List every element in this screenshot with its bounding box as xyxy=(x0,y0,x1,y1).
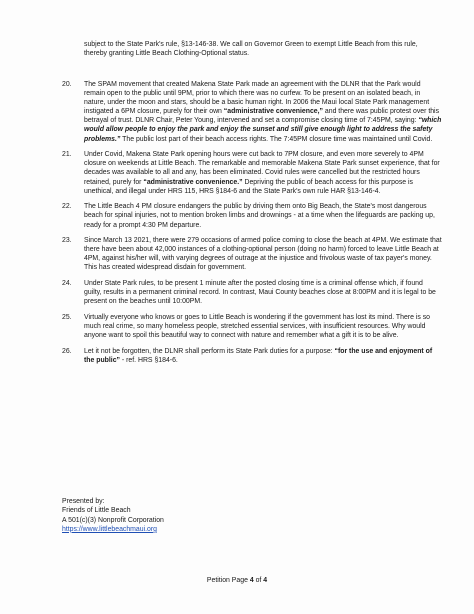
petition-list xyxy=(62,80,442,372)
list-item xyxy=(62,150,442,195)
item-text: Under State Park rules, to be present 1 minute after the posted closing time is a criminal offense which, if found guilty, results in a permanent criminal record. In contrast, Maui County beaches close at 8:00PM and it is legal to be present on the beaches until 10:00PM. xyxy=(84,280,436,306)
intro-paragraph: subject to the State Park's rule, §13-146-38. We call on Governor Green to exempt Little Beach from this rule, thereby granting Little Beach Clothing-Optional status. xyxy=(84,41,418,58)
list-item xyxy=(62,80,442,144)
item-text: The SPAM movement that created Makena State Park made an agreement with the DLNR that the Park would remain open to the public until 9PM, prior to which there was no curfew. To be present on an isolated beach, in nature, under the moon and stars, should be a basic human right. In 2006 the Maui local State Park management instigated a 6PM closure, purely for their own “administrative convenience,” and there was public protest over this betrayal of trust. DLNR Chair, Peter Young, intervened and set a compromise closing time of 7:45PM, saying: “which would allow people to enjoy the park and enjoy the sunset and still give enough light to address the safety problems.” The public lost part of their beach access rights. The 7:45PM closure time was maintained until Covid. xyxy=(84,81,442,143)
item-number: 22. xyxy=(62,203,72,211)
item-text: Virtually everyone who knows or goes to Little Beach is wondering if the government has lost its mind. There is so much real crime, so many homeless people, stretched essential services, with insufficient resources. Why would anyone want to spoil this beautiful way to connect with nature and remember what a gift it is to be alive. xyxy=(84,314,430,340)
current-page-number: 4 xyxy=(249,577,254,584)
item-text: Since March 13 2021, there were 279 occasions of armed police coming to close the beach at 4PM. We estimate that there have been about 42,000 instances of a clothing-optional person (doing no harm) forced to leave Little Beach at 4PM, against his/her will, with varying degrees of outrage at the injustice and frivolous waste of tax payer's money. This has created widespread disdain for government. xyxy=(84,237,442,272)
item-text: The Little Beach 4 PM closure endangers the public by driving them onto Big Beach, the State's most dangerous beach for spinal injuries, not to mention broken limbs and drownings - at a time when the lifeguards are packing up, ready for a prompt 4:30 PM departure. xyxy=(84,203,435,229)
item-number: 23. xyxy=(62,237,72,245)
item-number: 25. xyxy=(62,314,72,322)
page-footer: Petition Page 4 of 4 xyxy=(206,577,268,584)
total-page-number: 4 xyxy=(263,577,268,584)
item-number: 21. xyxy=(62,151,72,159)
item-number: 20. xyxy=(62,81,72,88)
presented-by-label: Presented by: xyxy=(62,498,105,505)
list-item xyxy=(62,236,442,272)
list-item xyxy=(62,347,442,365)
list-item xyxy=(62,279,442,306)
website-link[interactable]: https://www.littlebeachmaui.org xyxy=(62,525,157,533)
organization-name: Friends of Little Beach xyxy=(62,507,131,515)
presenter-block xyxy=(62,497,322,534)
item-text: Let it not be forgotten, the DLNR shall perform its State Park duties for a purpose: “for the use and enjoyment of the public” - ref. HRS §184-6. xyxy=(84,347,433,364)
item-text: Under Covid, Makena State Park opening hours were cut back to 7PM closure, and even more severely to 4PM closure on weekends at Little Beach. The remarkable and memorable Makena State Park sunset experience, that for decades was available to all and any, has been eliminated. Covid rules were cancelled but the restricted hours retained, purely for “administrative convenience.” Depriving the public of beach access for this purpose is unethical, and illegal under HRS 115, HRS §184-6 and the State Park's own rule HAR §13-146-4. xyxy=(84,151,440,195)
list-item xyxy=(62,313,442,340)
organization-type: A 501(c)(3) Nonprofit Corporation xyxy=(62,516,164,524)
list-item xyxy=(62,202,442,229)
item-number: 26. xyxy=(62,347,72,355)
item-number: 24. xyxy=(62,280,72,288)
